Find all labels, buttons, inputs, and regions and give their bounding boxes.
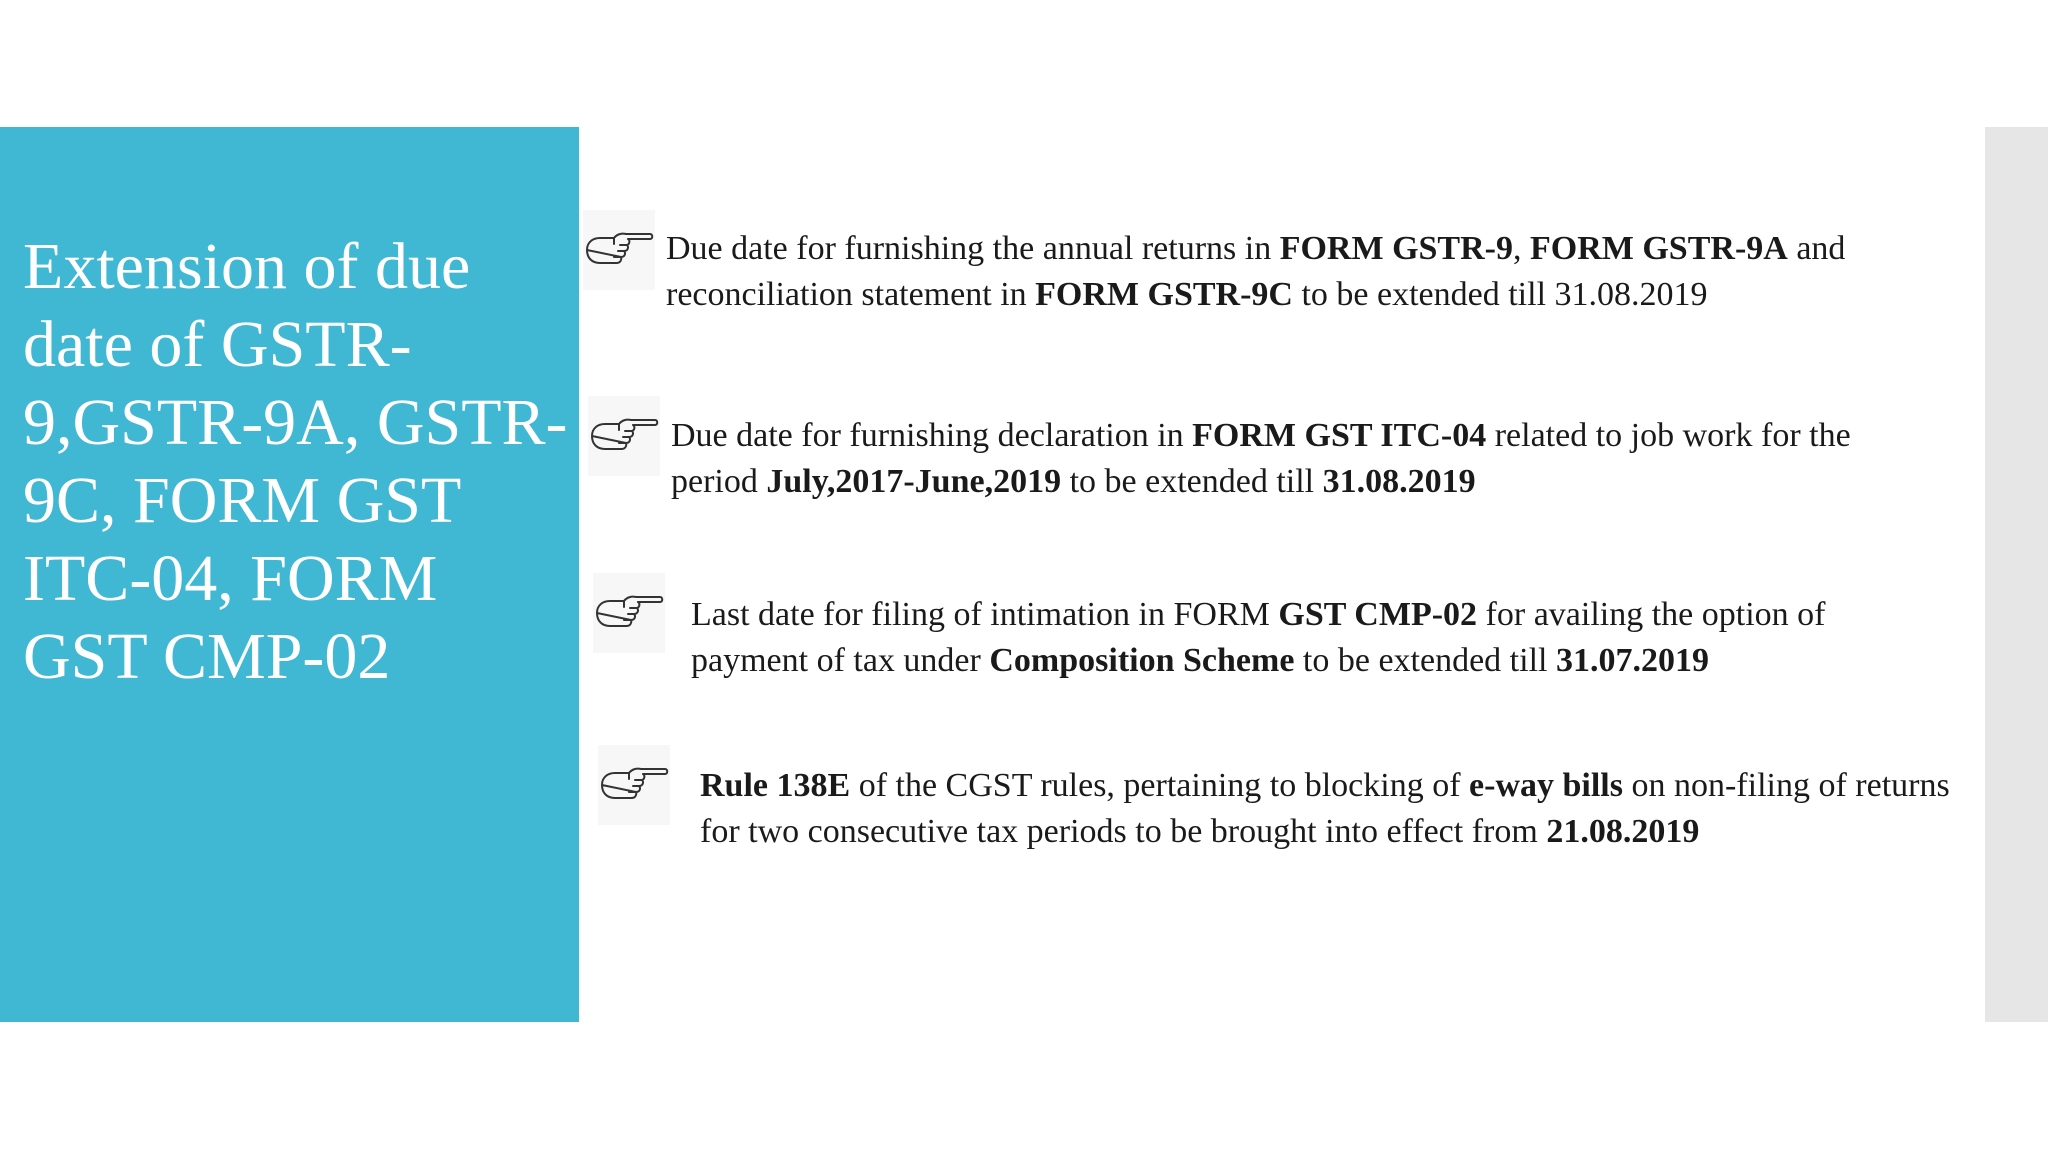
pointing-hand-icon xyxy=(598,745,670,825)
bullet-2-text-2: related to job work for the period xyxy=(671,417,1851,500)
bullet-2-bold-1: FORM GST ITC-04 xyxy=(1192,417,1487,454)
bullet-1-bold-2: FORM GSTR-9A xyxy=(1530,230,1788,267)
bullet-3-text-2: for availing the option of payment of tax under xyxy=(691,596,1826,679)
bullet-4-bold-2: e-way bills xyxy=(1469,767,1623,804)
slide-title: Extension of due date of GSTR-9,GSTR-9A, GSTR-9C, FORM GST ITC-04, FORM GST CMP-02 xyxy=(23,230,568,693)
bullet-1-text-1: Due date for furnishing the annual returns in xyxy=(666,230,1280,267)
bullet-2-bold-3: 31.08.2019 xyxy=(1322,463,1476,500)
bullet-3-bold-2: Composition Scheme xyxy=(989,642,1295,679)
bullet-3-bold-1: GST CMP-02 xyxy=(1278,596,1478,633)
bullet-4-bold-3: 21.08.2019 xyxy=(1546,813,1700,850)
right-decorative-strip xyxy=(1985,127,2048,1022)
bullet-1-bold-1: FORM GSTR-9 xyxy=(1279,230,1513,267)
bullet-1-bold-3: FORM GSTR-9C xyxy=(1035,276,1293,313)
bullet-2-text-3: to be extended till xyxy=(1061,463,1323,500)
bullet-1-text-2: , xyxy=(1513,230,1530,267)
bullet-2-text-1: Due date for furnishing declaration in xyxy=(671,417,1193,454)
bullet-3-text-1: Last date for filing of intimation in FORM xyxy=(691,596,1279,633)
bullet-4-text-2: on non-filing of returns for two consecutive tax periods to be brought into effect from xyxy=(700,767,1950,850)
bullet-4-text-1: of the CGST rules, pertaining to blocking of xyxy=(850,767,1470,804)
bullet-1-text-3: and reconciliation statement in xyxy=(666,230,1846,313)
bullet-3-text-3: to be extended till xyxy=(1294,642,1556,679)
pointing-hand-icon xyxy=(583,210,655,290)
bullet-1-text-4: to be extended till 31.08.2019 xyxy=(1292,276,1708,313)
bullet-2-bold-2: July,2017-June,2019 xyxy=(766,463,1062,500)
pointing-hand-icon xyxy=(593,573,665,653)
bullet-4-bold-1: Rule 138E xyxy=(700,767,851,804)
pointing-hand-icon xyxy=(588,396,660,476)
bullet-3-bold-3: 31.07.2019 xyxy=(1555,642,1709,679)
